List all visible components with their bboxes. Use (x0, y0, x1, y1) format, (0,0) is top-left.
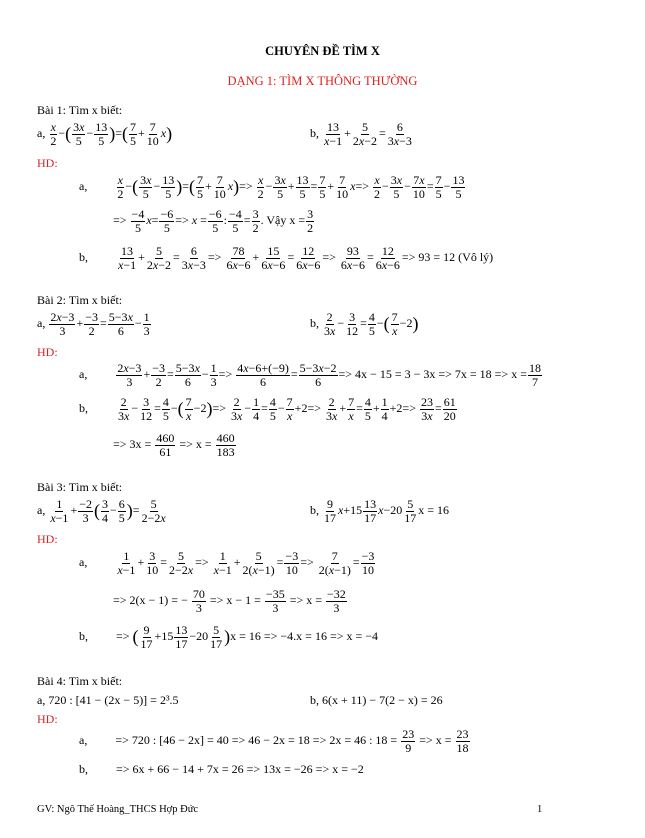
step-mid: => x = (419, 732, 452, 747)
label-b: b, (310, 502, 319, 517)
bai3-heading: Bài 3: Tìm x biết: (37, 480, 123, 494)
solution-text: => 4x − 15 = 3 − 3x => 7x = 18 => x = (338, 366, 527, 381)
bai2-a-equation: a, $\frac{2x-3}{3}$ + $\frac{-3}{2}$ = $\frac{5-3x}{6}$ − $\frac{1}{3}$ (37, 310, 150, 338)
contradiction-text: => 93 = 12 (Vô lý) (401, 249, 494, 264)
bai2-heading: Bài 2: Tìm x biết: (37, 293, 123, 307)
bai3-hd: HD: (37, 532, 58, 546)
bai4-hd: HD: (37, 712, 58, 726)
bai3-a-equation: a, $\frac{1}{x-1}$ + $\frac{-2}{3}$ ( $\frac{3}{4}$ − $\frac{6}{5}$ )= $\frac{5}{2-2x}$ (37, 497, 166, 525)
page-title: CHUYÊN ĐỀ TÌM X (265, 44, 380, 58)
solution-text: => 6x + 66 − 14 + 7x = 26 => 13x = −26 => x = −2 (116, 762, 364, 776)
bai3-b-equation: b, $\frac{9}{17}$ x+15 $\frac{13}{17}$ x−20 $\frac{5}{17}$ x = 16 (310, 497, 449, 525)
bai2-b-equation: b, $\frac{2}{3x}$ − $\frac{3}{12}$ = $\frac{4}{5}$ −( $\frac{7}{x}$ −2) (310, 310, 419, 338)
bai2-hd: HD: (37, 345, 58, 359)
page-subtitle: DẠNG 1: TÌM X THÔNG THƯỜNG (227, 74, 418, 88)
bai3-sol-a1: a, $\frac{1}{x-1}$ + $\frac{3}{10}$ = $\frac{5}{2-2x}$ => $\frac{1}{x-1}$ + $\frac{5}{2(x-1)}$ = $\frac{-3}{10}$ => $\frac{7}{2(x-1)}$ = $\frac{-3}{10}$ (79, 549, 375, 577)
label-a: a, (37, 502, 46, 517)
bai4-sol-b (79, 762, 364, 777)
bai4-b-equation: b, 6(x + 11) − 7(2 − x) = 26 (310, 693, 443, 707)
step-mid: => x − 1 = (209, 592, 261, 607)
label-a: a, (37, 315, 46, 330)
bai2-sol-b2: => 3x = $\frac{460}{61}$ => x = $\frac{460}{183}$ (113, 431, 235, 459)
bai1-sol-a2: => $\frac{-4}{5}$ x= $\frac{-6}{5}$ => x = $\frac{-6}{5}$ : $\frac{-4}{5}$ = $\frac{3}{2}$ . Vậy x = $\frac{3}{2}$ (113, 207, 314, 235)
label-b: b, (79, 762, 88, 776)
label-a: a, (79, 554, 88, 569)
label-a: a, (79, 366, 88, 381)
bai1-b-equation: b, $\frac{13}{x-1}$ + $\frac{5}{2x-2}$ = $\frac{6}{3x-3}$ (310, 120, 412, 148)
bai2-sol-a: a, $\frac{2x-3}{3}$ + $\frac{-3}{2}$ = $\frac{5-3x}{6}$ − $\frac{1}{3}$ => $\frac{4x-6+(-9)}{6}$ = $\frac{5-3x-2}{6}$ => 4x − 15 = 3 − 3x => 7x = 18 => x = $\frac{18}{7}$ (79, 361, 541, 389)
step-mid2: => x = (289, 592, 323, 607)
solution-text: => 720 : [46 − 2x] = 40 => 46 − 2x = 18 => 2x = 46 : 18 = (115, 732, 398, 747)
label-b: b, (79, 628, 88, 643)
solution-text: x = 16 => −4.x = 16 => x = −4 (230, 628, 379, 643)
bai1-sol-b: b, $\frac{13}{x-1}$ + $\frac{5}{2x-2}$ = $\frac{6}{3x-3}$ => $\frac{78}{6x-6}$ + $\frac{15}{6x-6}$ = $\frac{12}{6x-6}$ => $\frac{93}{6x-6}$ = $\frac{12}{6x-6}$ => 93 = 12 (Vô lý) (79, 244, 494, 272)
bai1-sol-a1: a, $\frac{x}{2}$ −( $\frac{3x}{5}$ − $\frac{13}{5}$ )=( $\frac{7}{5}$ + $\frac{7}{10}$ x)=> $\frac{x}{2}$ − $\frac{3x}{5}$ + $\frac{13}{5}$ = $\frac{7}{5}$ + $\frac{7}{10}$ x=> $\frac{x}{2}$ − $\frac{3x}{5}$ − $\frac{7x}{10}$ = $\frac{7}{5}$ − $\frac{13}{5}$ (79, 173, 465, 201)
label-a: a, (79, 732, 88, 747)
label-a: a, (79, 178, 88, 193)
bai4-a-equation: a, 720 : [41 − (2x − 5)] = 2³.5 (37, 693, 179, 707)
label-b: b, (79, 400, 88, 415)
label-b: b, (310, 125, 319, 140)
bai3-sol-a2: => 2(x − 1) = − $\frac{70}{3}$ => x − 1 = $\frac{-35}{3}$ => x = $\frac{-32}{3}$ (113, 587, 346, 615)
step-prefix: => 3x = (113, 436, 152, 451)
footer-author: GV: Ngô Thế Hoàng_THCS Hợp Đức (37, 804, 199, 815)
equation-tail: x = 16 (418, 502, 449, 517)
label-a: a, (37, 125, 46, 140)
bai1-hd: HD: (37, 156, 58, 170)
label-b: b, (310, 315, 319, 330)
bai1-a-equation: a, $\frac{x}{2}$ −( $\frac{3x}{5}$ − $\frac{13}{5}$ )=( $\frac{7}{5}$ + $\frac{7}{10}$ x) (37, 120, 173, 148)
bai3-sol-b: b, => ( $\frac{9}{17}$ +15 $\frac{13}{17}$ −20 $\frac{5}{17}$ )x = 16 => −4.x = 16 => x = −4 (79, 623, 379, 651)
bai4-sol-a: a, => 720 : [46 − 2x] = 40 => 46 − 2x = 18 => 2x = 46 : 18 = $\frac{23}{9}$ => x = $\frac{23}{18}$ (79, 727, 469, 755)
conclusion-text: . Vậy x = (260, 212, 306, 227)
bai1-heading: Bài 1: Tìm x biết: (37, 103, 123, 117)
page-number: 1 (537, 804, 543, 815)
step-prefix: => 2(x − 1) = − (113, 592, 188, 607)
bai2-sol-b1: b, $\frac{2}{3x}$ − $\frac{3}{12}$ = $\frac{4}{5}$ −( $\frac{7}{x}$ −2)=> $\frac{2}{3x}$ − $\frac{1}{4}$ = $\frac{4}{5}$ − $\frac{7}{x}$ +2=> $\frac{2}{3x}$ + $\frac{7}{x}$ = $\frac{4}{5}$ + $\frac{1}{4}$ +2=> $\frac{23}{3x}$ = $\frac{61}{20}$ (79, 395, 456, 423)
step-mid: => x = (179, 436, 212, 451)
bai4-heading: Bài 4: Tìm x biết: (37, 674, 123, 688)
label-b: b, (79, 249, 88, 264)
